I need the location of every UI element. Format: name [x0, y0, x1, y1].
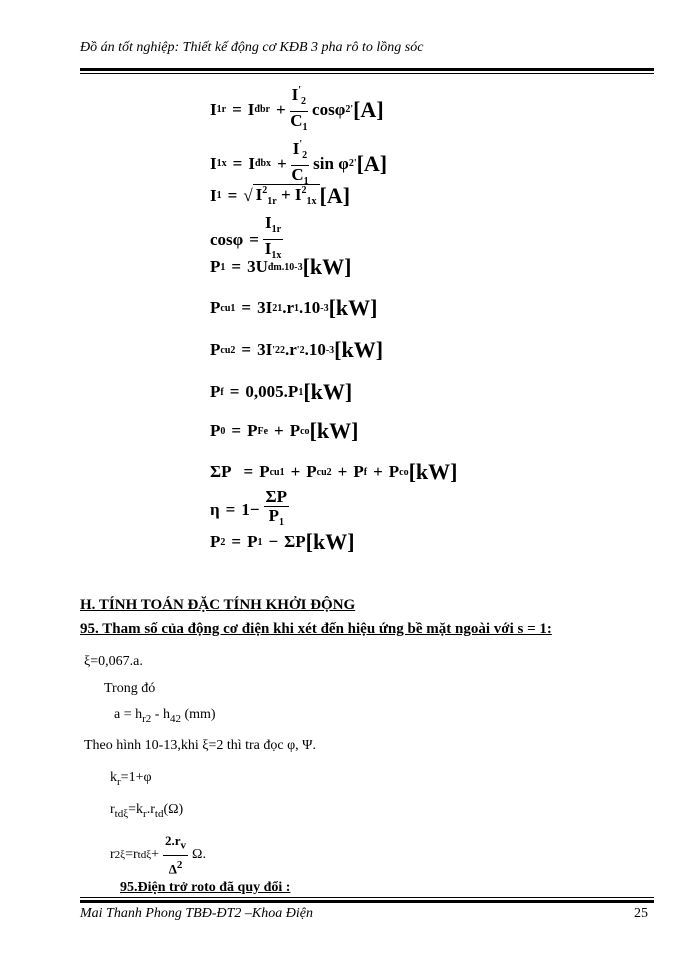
formula-eta: η = 1 − $\frac{\Sigma P}{P_1}$	[210, 487, 288, 528]
formula-i1r: I 1r = I đbr + $\frac{I'_2}{C_1}$ cosφ 2 ' [A]	[210, 82, 384, 137]
rtd-line: $r_{td\xi}=k_r.r_{td}(\Omega)$	[110, 802, 184, 820]
formula-sum-p: ΣP = P cu1 + P cu2 + P f + P co [kW]	[210, 459, 458, 484]
footer-rule	[80, 900, 654, 903]
formula-i1: I 1 = √ $I^2_{1r} + I^2_{1x}$ [A]	[210, 182, 351, 208]
footer-rule-thin	[80, 897, 654, 898]
formula-p1: P 1 = 3U đm .10 -3 [kW]	[210, 254, 352, 279]
formula-p0: P 0 = P Fe + P co [kW]	[210, 418, 359, 443]
formula-p2: P 2 = P 1 − ΣP [kW]	[210, 529, 355, 554]
item-95b-heading: 95.Điện trở roto đã quy đổi :	[120, 880, 291, 895]
formula-i1x: I 1x = I đbx + $\frac{I'_2}{C_1}$ sin φ 2 ' [A]	[210, 136, 387, 191]
r2-line: r 2ξ =r tdξ + $\frac{2.r_v}{\Delta^2}$ Ω.	[110, 833, 206, 876]
item-95-heading: 95. Tham số của động cơ điện khi xét đến hiệu ứng bề mặt ngoài với s = 1:	[80, 621, 552, 637]
footer-author: Mai Thanh Phong TBĐ-ĐT2 –Khoa Điện	[80, 906, 313, 921]
header-rule-thin	[80, 73, 654, 74]
xi-line: ξ=0,067.a.	[84, 654, 143, 669]
formula-cosphi: cosφ = $\frac{I_{1r}}{I_{1x}}$	[210, 213, 282, 261]
trong-do-label: Trong đó	[104, 681, 156, 696]
formula-pcu2: P cu2 = 3I '2 2 .r ' 2 .10 -3 [kW]	[210, 337, 384, 362]
formula-pcu1: P cu1 = 3I 2 1 .r 1 .10 -3 [kW]	[210, 295, 378, 320]
page-number: 25	[634, 906, 648, 921]
formula-pf: P f = 0,005.P 1 [kW]	[210, 379, 353, 404]
page-header-title: Đồ án tốt nghiệp: Thiết kế động cơ KĐB 3 pha rô to lồng sóc	[80, 40, 424, 55]
a-formula-line: $a = h_{r2} - h_{42}$ (mm)	[114, 707, 216, 725]
theo-hinh-line: Theo hình 10-13,khi ξ=2 thì tra đọc φ, Ψ.	[84, 738, 317, 753]
kr-line: $k_r=1+\varphi$	[110, 770, 152, 788]
section-heading-h: H. TÍNH TOÁN ĐẶC TÍNH KHỞI ĐỘNG	[80, 597, 356, 613]
header-rule	[80, 68, 654, 71]
